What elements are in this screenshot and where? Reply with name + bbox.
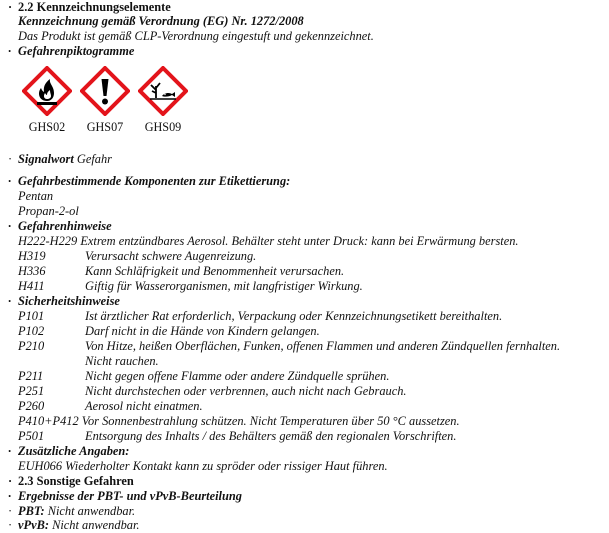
- precautionary-statement: P260 Aerosol nicht einatmen.: [18, 399, 203, 413]
- ghs02-pictogram: [22, 66, 72, 134]
- hazard-statement: H411 Giftig für Wasserorganismen, mit langfristiger Wirkung.: [18, 279, 363, 293]
- ghs09-label: GHS09: [144, 120, 182, 134]
- ghs07-pictogram: [80, 66, 130, 134]
- hazard-statements-heading: · Gefahrenhinweise: [8, 219, 112, 233]
- precautionary-statement: P501 Entsorgung des Inhalts / des Behälters gemäß den regionalen Vorschriften.: [18, 429, 457, 443]
- classification-note: Das Produkt ist gemäß CLP-Verordnung eingestuft und gekennzeichnet.: [18, 29, 374, 43]
- ghs07-label: GHS07: [86, 120, 124, 134]
- section-2-3-heading: · 2.3 Sonstige Gefahren: [8, 474, 134, 488]
- pbt-assessment-heading: · Ergebnisse der PBT- und vPvB-Beurteilung: [8, 489, 242, 503]
- precautionary-statement: P211 Nicht gegen offene Flamme oder andere Zündquelle sprühen.: [18, 369, 390, 383]
- ghs02-label: GHS02: [28, 120, 66, 134]
- hazard-statement: H222-H229 Extrem entzündbares Aerosol. Behälter steht unter Druck: kann bei Erwärmung bersten.: [18, 234, 519, 248]
- component-item: Propan-2-ol: [18, 204, 79, 218]
- signal-word-line: · Signalwort Gefahr: [8, 152, 113, 166]
- vpvb-line: · vPvB: Nicht anwendbar.: [8, 518, 140, 532]
- flame-icon: [22, 66, 72, 116]
- precautionary-statement: P101 Ist ärztlicher Rat erforderlich, Verpackung oder Kennzeichnungsetikett bereithalten.: [18, 309, 503, 323]
- pictogram-row: [18, 66, 218, 136]
- component-item: Pentan: [18, 189, 54, 203]
- precautionary-statement: P210 Von Hitze, heißen Oberflächen, Funken, offenen Flammen und anderen Zündquellen fernhalten. Nicht rauchen.: [18, 339, 561, 368]
- section-2-2-heading: · 2.2 Kennzeichnungselemente: [8, 0, 171, 14]
- precautionary-statement: P251 Nicht durchstechen oder verbrennen, auch nicht nach Gebrauch.: [18, 384, 407, 398]
- signal-word-label: Signalwort: [18, 152, 74, 166]
- pictograms-heading: · Gefahrenpiktogramme: [8, 44, 135, 58]
- hazard-statement: H336 Kann Schläfrigkeit und Benommenheit verursachen.: [18, 264, 345, 278]
- ghs09-pictogram: [138, 66, 188, 134]
- precautionary-statement: P102 Darf nicht in die Hände von Kindern gelangen.: [18, 324, 320, 338]
- additional-info-heading: · Zusätzliche Angaben:: [8, 444, 130, 458]
- components-heading: · Gefahrbestimmende Komponenten zur Etikettierung:: [8, 174, 291, 188]
- exclamation-mark-icon: [80, 66, 130, 116]
- hazard-statement: H319 Verursacht schwere Augenreizung.: [18, 249, 257, 263]
- additional-info-text: EUH066 Wiederholter Kontakt kann zu spröder oder rissiger Haut führen.: [18, 459, 388, 473]
- pbt-line: · PBT: Nicht anwendbar.: [8, 504, 136, 518]
- signal-word-value: Gefahr: [76, 152, 113, 166]
- regulation-heading: Kennzeichnung gemäß Verordnung (EG) Nr. 1272/2008: [18, 14, 304, 28]
- precautionary-statements-heading: · Sicherheitshinweise: [8, 294, 120, 308]
- precautionary-statement: P410+P412 Vor Sonnenbestrahlung schützen. Nicht Temperaturen über 50 °C aussetzen.: [18, 414, 460, 428]
- environment-icon: [138, 66, 188, 116]
